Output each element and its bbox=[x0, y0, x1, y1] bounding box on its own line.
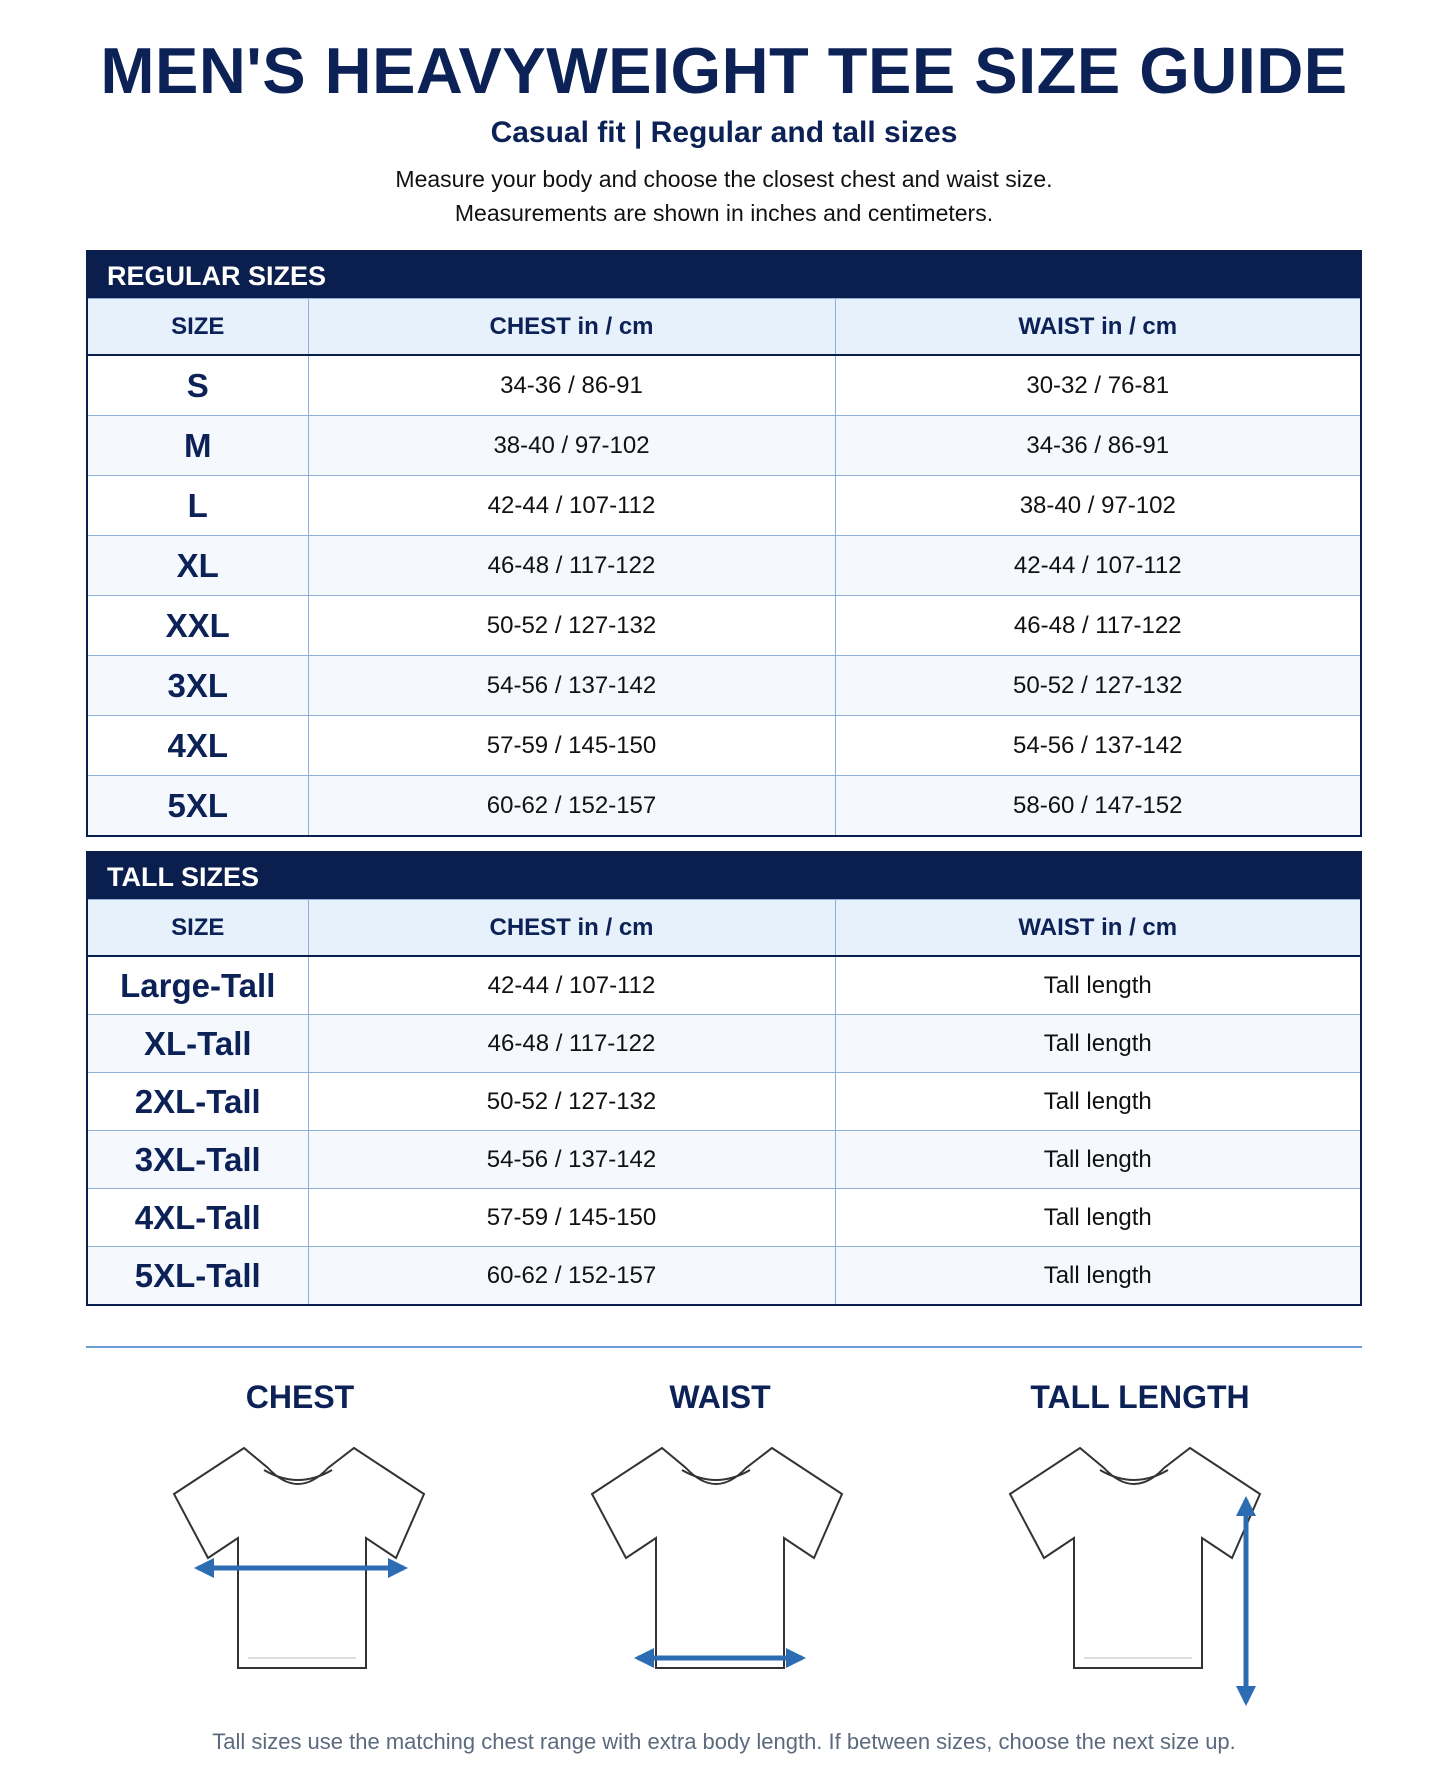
size-cell: Large-Tall bbox=[88, 956, 308, 1015]
waist-cell: 30-32 / 76-81 bbox=[835, 355, 1360, 416]
table-row bbox=[88, 416, 1360, 476]
table-row bbox=[88, 1189, 1360, 1247]
table-row bbox=[88, 596, 1360, 656]
size-cell: XXL bbox=[88, 596, 308, 656]
chest-cell: 57-59 / 145-150 bbox=[308, 716, 835, 776]
table-row bbox=[88, 536, 1360, 596]
size-cell: XL-Tall bbox=[88, 1015, 308, 1073]
chest-cell: 54-56 / 137-142 bbox=[308, 656, 835, 716]
chest-cell: 60-62 / 152-157 bbox=[308, 776, 835, 836]
waist-cell: 46-48 / 117-122 bbox=[835, 596, 1360, 656]
tshirt-waist-icon bbox=[586, 1440, 856, 1680]
size-cell: 5XL-Tall bbox=[88, 1247, 308, 1305]
waist-cell: 38-40 / 97-102 bbox=[835, 476, 1360, 536]
tall-length-diagram-label: TALL LENGTH bbox=[1030, 1379, 1250, 1415]
table-row bbox=[88, 476, 1360, 536]
intro-line-2: Measurements are shown in inches and centimeters. bbox=[454, 200, 994, 226]
intro-line-1: Measure your body and choose the closest chest and waist size. bbox=[395, 166, 1053, 192]
size-cell: 3XL-Tall bbox=[88, 1131, 308, 1189]
size-cell: 2XL-Tall bbox=[88, 1073, 308, 1131]
regular-sizes-table bbox=[86, 250, 1362, 837]
table-row bbox=[88, 656, 1360, 716]
waist-cell: 42-44 / 107-112 bbox=[835, 536, 1360, 596]
tall-sizes-table bbox=[86, 851, 1362, 1306]
chest-cell: 50-52 / 127-132 bbox=[308, 596, 835, 656]
table-row bbox=[88, 956, 1360, 1015]
column-header-waist: WAIST in / cm bbox=[835, 299, 1360, 356]
chest-cell: 34-36 / 86-91 bbox=[308, 355, 835, 416]
page-subtitle: Casual fit | Regular and tall sizes bbox=[490, 116, 958, 149]
table-header-row bbox=[88, 299, 1360, 356]
column-header-chest: CHEST in / cm bbox=[308, 299, 835, 356]
waist-cell: 54-56 / 137-142 bbox=[835, 716, 1360, 776]
chest-cell: 50-52 / 127-132 bbox=[308, 1073, 835, 1131]
table-row bbox=[88, 1131, 1360, 1189]
chest-cell: 42-44 / 107-112 bbox=[308, 476, 835, 536]
size-cell: XL bbox=[88, 536, 308, 596]
chest-cell: 57-59 / 145-150 bbox=[308, 1189, 835, 1247]
waist-cell: Tall length bbox=[835, 1247, 1360, 1305]
page-title: MEN'S HEAVYWEIGHT TEE SIZE GUIDE bbox=[100, 34, 1348, 107]
chest-cell: 42-44 / 107-112 bbox=[308, 956, 835, 1015]
table-header-row bbox=[88, 900, 1360, 957]
section-divider bbox=[86, 1346, 1362, 1348]
waist-cell: Tall length bbox=[835, 1189, 1360, 1247]
waist-diagram-label: WAIST bbox=[669, 1379, 771, 1415]
chest-cell: 46-48 / 117-122 bbox=[308, 1015, 835, 1073]
table-row bbox=[88, 716, 1360, 776]
size-cell: M bbox=[88, 416, 308, 476]
size-cell: S bbox=[88, 355, 308, 416]
size-cell: 4XL-Tall bbox=[88, 1189, 308, 1247]
chest-cell: 46-48 / 117-122 bbox=[308, 536, 835, 596]
footnote: Tall sizes use the matching chest range with extra body length. If between sizes, choose the next size up. bbox=[212, 1729, 1236, 1754]
size-cell: 4XL bbox=[88, 716, 308, 776]
chest-cell: 60-62 / 152-157 bbox=[308, 1247, 835, 1305]
table-row bbox=[88, 1073, 1360, 1131]
waist-cell: Tall length bbox=[835, 956, 1360, 1015]
chest-cell: 38-40 / 97-102 bbox=[308, 416, 835, 476]
waist-cell: 50-52 / 127-132 bbox=[835, 656, 1360, 716]
tshirt-chest-icon bbox=[168, 1440, 438, 1680]
waist-cell: Tall length bbox=[835, 1131, 1360, 1189]
size-cell: L bbox=[88, 476, 308, 536]
size-cell: 5XL bbox=[88, 776, 308, 836]
tall-sizes-heading: TALL SIZES bbox=[88, 853, 1360, 899]
tshirt-length-icon bbox=[1004, 1440, 1274, 1710]
column-header-size: SIZE bbox=[88, 299, 308, 356]
table-row bbox=[88, 1015, 1360, 1073]
regular-sizes-heading: REGULAR SIZES bbox=[88, 252, 1360, 298]
table-row bbox=[88, 776, 1360, 836]
chest-diagram-label: CHEST bbox=[245, 1379, 355, 1415]
waist-cell: Tall length bbox=[835, 1015, 1360, 1073]
waist-cell: Tall length bbox=[835, 1073, 1360, 1131]
table-row bbox=[88, 355, 1360, 416]
waist-cell: 34-36 / 86-91 bbox=[835, 416, 1360, 476]
size-cell: 3XL bbox=[88, 656, 308, 716]
table-row bbox=[88, 1247, 1360, 1305]
waist-cell: 58-60 / 147-152 bbox=[835, 776, 1360, 836]
column-header-chest: CHEST in / cm bbox=[308, 900, 835, 957]
column-header-size: SIZE bbox=[88, 900, 308, 957]
column-header-waist: WAIST in / cm bbox=[835, 900, 1360, 957]
chest-cell: 54-56 / 137-142 bbox=[308, 1131, 835, 1189]
